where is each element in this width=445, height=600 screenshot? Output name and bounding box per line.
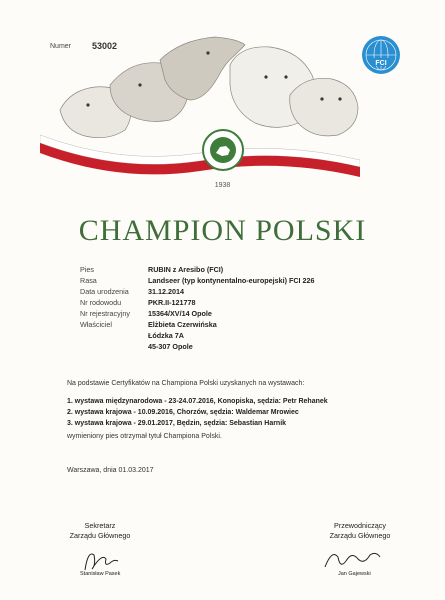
detail-value: RUBIN z Aresibo (FCI)	[148, 265, 224, 274]
detail-value: 31.12.2014	[148, 287, 184, 296]
detail-label: Rasa	[80, 276, 97, 285]
owner-line: Łódzka 7A	[148, 331, 184, 340]
detail-row	[80, 286, 315, 297]
number-value: 53002	[92, 41, 118, 51]
owner-label: Właściciel	[80, 320, 112, 329]
left-signature-role: Sekretarz	[84, 521, 116, 530]
conclusion-text: wymieniony pies otrzymał tytuł Championa Polski.	[67, 433, 222, 440]
detail-row	[80, 308, 315, 319]
dog-details	[80, 264, 315, 352]
fci-label: FCI	[375, 60, 387, 67]
right-signature-name: Jan Gajewski	[338, 571, 371, 577]
certificate-title: CHAMPION POLSKI	[78, 214, 367, 247]
left-signature-name: Stanisław Pasek	[80, 571, 121, 577]
detail-row	[80, 297, 315, 308]
founded-year: 1938	[214, 182, 231, 189]
left-signature-scribble	[80, 545, 120, 573]
left-signature-board: Zarządu Głównego	[69, 531, 131, 540]
owner-line: Elżbieta Czerwińska	[148, 320, 217, 329]
show-item: 3. wystawa krajowa - 29.01.2017, Będzin, sędzia: Sebastian Harnik	[67, 420, 287, 427]
intro-text: Na podstawie Certyfikatów na Championa Polski uzyskanych na wystawach:	[67, 380, 305, 387]
right-signature-title	[300, 521, 420, 541]
detail-value: Landseer (typ kontynentalno-europejski) FCI 226	[148, 276, 315, 285]
dog-heads-illustration	[40, 15, 360, 180]
right-signature-role: Przewodniczący	[334, 521, 386, 530]
show-list	[67, 396, 328, 429]
right-signature-board: Zarządu Głównego	[329, 531, 391, 540]
owner-line: 45-307 Opole	[148, 342, 193, 351]
number-label: Numer	[50, 43, 72, 50]
left-signature-title	[40, 521, 160, 541]
detail-label: Nr rejestracyjny	[80, 309, 130, 318]
show-item: 1. wystawa międzynarodowa - 23-24.07.2016, Konopiska, sędzia: Petr Rehanek	[67, 398, 328, 405]
detail-label: Pies	[80, 265, 94, 274]
detail-label: Data urodzenia	[80, 287, 129, 296]
detail-row	[80, 264, 315, 275]
detail-label: Nr rodowodu	[80, 298, 122, 307]
place-date: Warszawa, dnia 01.03.2017	[67, 467, 154, 474]
fci-logo	[361, 35, 401, 75]
detail-value: PKR.II-121778	[148, 298, 196, 307]
detail-value: 15364/XV/14 Opole	[148, 309, 212, 318]
owner-row	[80, 319, 315, 352]
owner-address	[148, 319, 217, 352]
detail-row	[80, 275, 315, 286]
right-signature-scribble	[322, 545, 382, 573]
show-item: 2. wystawa krajowa - 10.09.2016, Chorzów, sędzia: Waldemar Mrowiec	[67, 409, 299, 416]
